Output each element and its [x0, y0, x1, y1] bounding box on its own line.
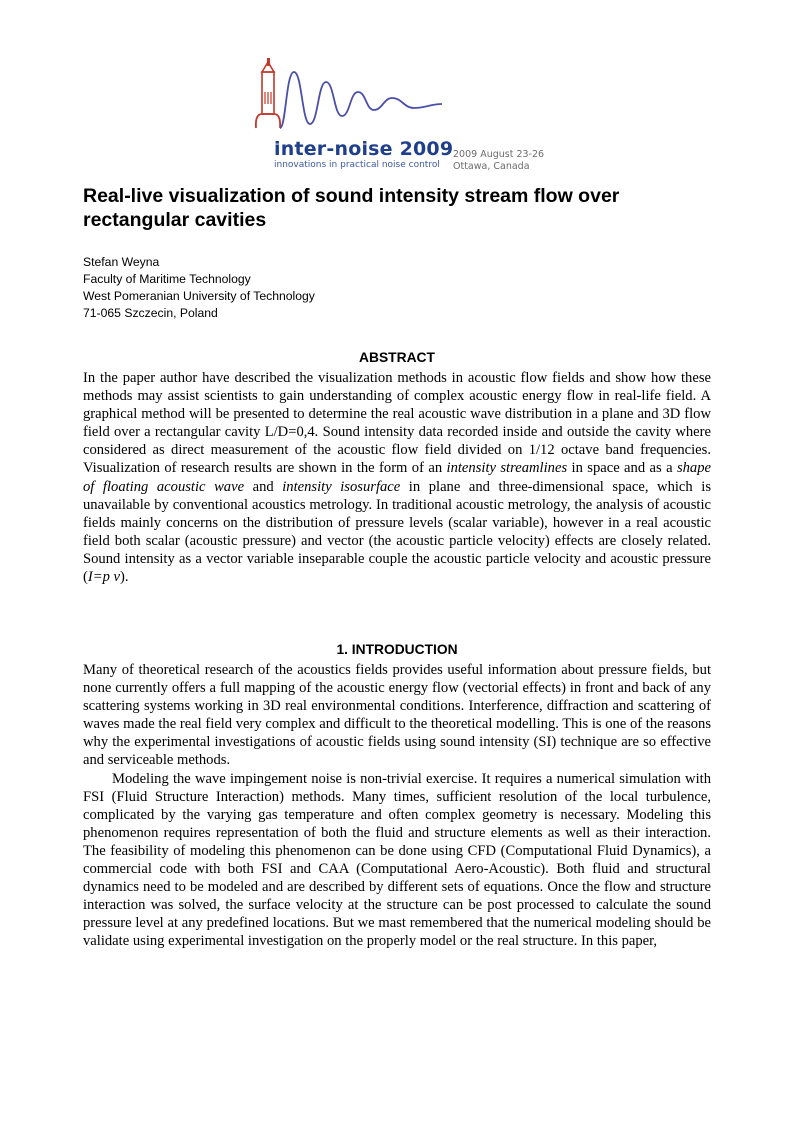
abstract-heading: ABSTRACT [359, 350, 435, 365]
conference-date: 2009 August 23-26 [453, 149, 545, 160]
abstract-emphasis: intensity isosurface [282, 478, 401, 495]
abstract-body [83, 369, 711, 586]
introduction-body [83, 661, 711, 951]
abstract-formula: I=p v [87, 569, 121, 586]
author-block [83, 254, 315, 322]
abstract-emphasis: intensity streamlines [446, 460, 568, 477]
paper-title: Real-live visualization of sound intensity stream flow over rectangular cavities [83, 185, 620, 231]
introduction-heading: 1. INTRODUCTION [336, 642, 458, 657]
abstract-paragraph: In the paper author have described the visualization methods in acoustic flow fields and show how these methods may assist scientists to gain understanding of complex acoustic energy flow in real-life field. A graphical method will be presented to determine the real acoustic wave distribution in a plane and 3D flow field over a rectangular cavity L/D=0,4. Sound intensity data recorded inside and outside the cavity where considered as direct measurement of the acoustic flow field divided on 1/12 octave band frequencies. Visualization of research results are shown in the form of an intensity streamlines in space and as a shape of floating acoustic wave and intensity isosurface in plane and three-dimensional space, which is unavailable by conventional acoustics metrology. In traditional acoustic metrology, the analysis of acoustic fields mainly concerns on the distribution of pressure levels (scalar variable), however in a real acoustic field both scalar (acoustic pressure) and vector (the acoustic particle velocity) effects are closely related. Sound intensity as a vector variable inseparable couple the acoustic particle velocity and acoustic pressure (I=p v). [83, 370, 712, 586]
abstract-emphasis: shape of floating acoustic wave [83, 460, 712, 495]
conference-location: Ottawa, Canada [453, 161, 530, 172]
introduction-paragraph-1: Many of theoretical research of the acoustics fields provides useful information about pressure fields, but none currently offers a full mapping of the acoustic energy flow (vectorial effects) in front and back of any scattering systems working in 3D real environmental conditions. Interference, diffraction and scattering of waves made the real field very complex and difficult to the theoretical modelling. This is one of the reasons why the experimental investigations of acoustic fields using sound intensity (SI) technique are so effective and serviceable methods. [83, 662, 712, 769]
author-address: 71-065 Szczecin, Poland [83, 306, 218, 320]
logo-tagline: innovations in practical noise control [274, 160, 440, 170]
logo-date-block [453, 149, 544, 173]
logo-graphic [250, 52, 550, 142]
introduction-paragraph-2: Modeling the wave impingement noise is non-trivial exercise. It requires a numerical simulation with FSI (Fluid Structure Interaction) methods. Many times, sufficient resolution of the local turbulence, complicated by the varying gas temperature and often complex geometry is necessary. Modeling this phenomenon requires representation of both the fluid and structure elements as well as their interaction. The feasibility of modeling this phenomenon can be done using CFD (Computational Fluid Dynamics), a commercial code with both FSI and CAA (Computational Aero-Acoustic). Both fluid and structural dynamics need to be modeled and are described by different sets of equations. Once the flow and structure interaction was solved, the surface velocity at the structure can be post processed to calculate the sound pressure level at any predefined locations. But we mast remembered that the numerical modeling should be validate using experimental investigation on the properly model or the real structure. In this paper, [83, 770, 711, 950]
logo-name: inter-noise 2009 [274, 138, 454, 160]
author-university: West Pomeranian University of Technology [83, 289, 315, 303]
author-name: Stefan Weyna [83, 255, 160, 269]
author-faculty: Faculty of Maritime Technology [83, 272, 251, 286]
conference-logo [250, 52, 550, 172]
